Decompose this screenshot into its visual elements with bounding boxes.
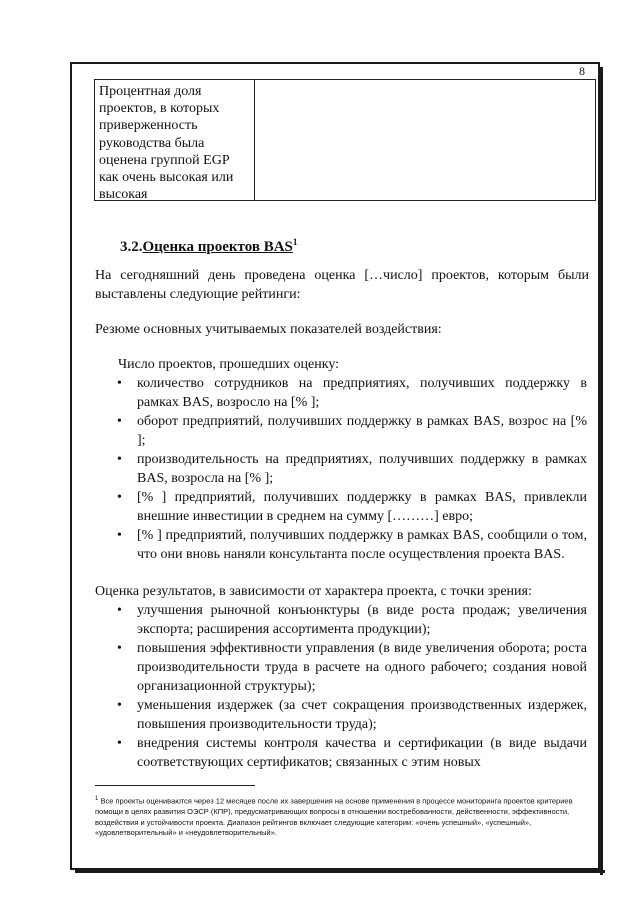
intro-paragraph: На сегодняшний день проведена оценка […число] проектов, которым были выставлены следующие рейтинги: bbox=[95, 268, 589, 302]
footnote bbox=[95, 794, 590, 839]
list-item: • [% ] предприятий, получивших поддержку в рамках BAS, сообщили о том, что они вновь наняли консультанта после осуществления проекта BAS. bbox=[117, 528, 587, 562]
list-item: • уменьшения издержек (за счет сокращения производственных издержек, повышения производительности труда); bbox=[117, 698, 587, 732]
section-footnote-marker: 1 bbox=[292, 237, 298, 247]
section-title: Оценка проектов BAS bbox=[142, 239, 293, 255]
results-paragraph: Оценка результатов, в зависимости от характера проекта, с точки зрения: bbox=[95, 584, 532, 599]
footnote-separator bbox=[95, 785, 255, 786]
section-number: 3.2. bbox=[120, 239, 143, 255]
impact-list bbox=[117, 374, 587, 564]
list-item: • внедрения системы контроля качества и сертификации (в виде выдачи соответствующих сертификатов; связанных с этим новых bbox=[117, 736, 587, 770]
list-item: • [% ] предприятий, получивших поддержку в рамках BAS, привлекли внешние инвестиции в среднем на сумму [………] евро; bbox=[117, 490, 587, 524]
results-list bbox=[117, 601, 587, 772]
section-heading bbox=[120, 237, 297, 256]
count-paragraph: Число проектов, прошедших оценку: bbox=[118, 357, 340, 372]
page-number: 8 bbox=[579, 64, 585, 78]
footnote-marker: 1 bbox=[95, 796, 99, 802]
list-item: • количество сотрудников на предприятиях, получивших поддержку в рамках BAS, возросло на [% ]; bbox=[117, 376, 587, 410]
table-value-cell bbox=[255, 80, 595, 200]
table-label-cell: Процентная доля проектов, в которых приверженность руководства была оценена группой EGP как очень высокая или высокая bbox=[95, 80, 255, 200]
rating-table bbox=[94, 79, 596, 201]
summary-paragraph: Резюме основных учитываемых показателей воздействия: bbox=[95, 322, 442, 337]
list-item: • оборот предприятий, получивших поддержку в рамках BAS, возрос на [% ]; bbox=[117, 414, 587, 448]
list-item: • улучшения рыночной конъюнктуры (в виде роста продаж; увеличения экспорта; расширения ассортимента продукции); bbox=[117, 603, 587, 637]
footnote-text: Все проекты оцениваются через 12 месяцев после их завершения на основе применения в процессе мониторинга проектов критериев помощи в целях развития ОЭСР (КПР), предусматривающих вопросы в отношении востребованности, действенности, эффективности, воздействия и устойчивости проекта. Диапазон рейтингов включает следующие категории: «очень успешный», «успешный», «удовлетворительный» и «неудовлетворительный». bbox=[95, 796, 573, 837]
list-item: • повышения эффективности управления (в виде увеличения оборота; роста производительности труда в расчете на одного рабочего; создания новой организационной структуры); bbox=[117, 641, 587, 694]
list-item: • производительность на предприятиях, получивших поддержку в рамках BAS, возросла на [% ]; bbox=[117, 452, 587, 486]
